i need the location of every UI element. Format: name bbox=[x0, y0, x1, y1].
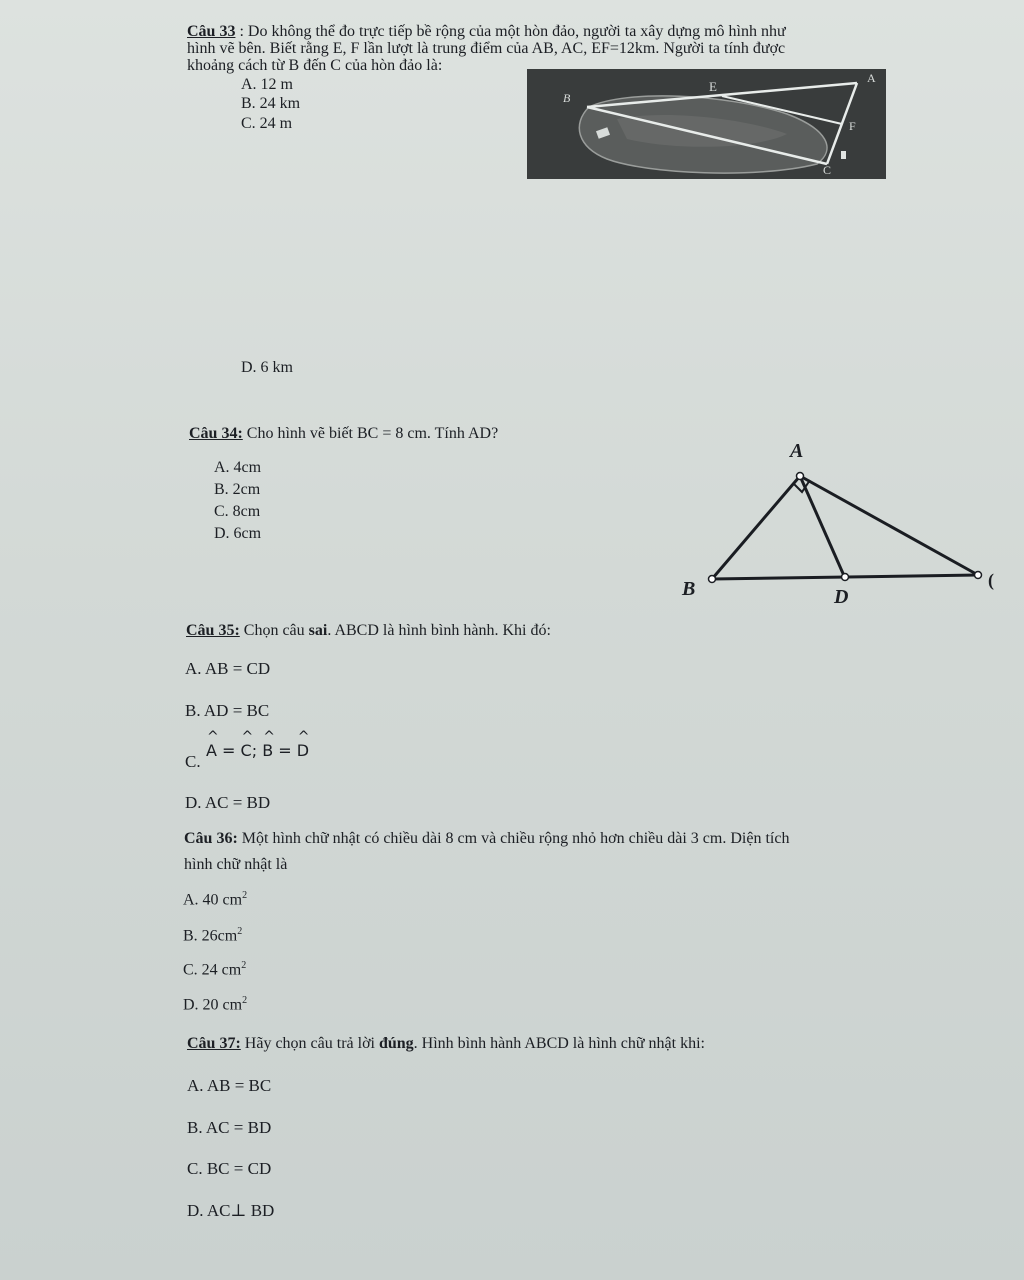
q35-text: Câu 35: Chọn câu sai. ABCD là hình bình hành. Khi đó: bbox=[186, 622, 551, 639]
q37-text: Câu 37: Hãy chọn câu trả lời đúng. Hình bình hành ABCD là hình chữ nhật khi: bbox=[187, 1035, 705, 1052]
q34-option-b: B. 2cm bbox=[214, 481, 261, 498]
q37-option-c: C. BC = CD bbox=[187, 1159, 272, 1178]
figure-label-f: F bbox=[849, 119, 856, 133]
figure-label-b: B bbox=[563, 91, 571, 105]
q37-option-d: D. AC⊥ BD bbox=[187, 1201, 275, 1220]
q35-option-c-letter: C. bbox=[185, 752, 201, 771]
figure-label-d: D bbox=[834, 586, 849, 608]
right-triangle-figure bbox=[682, 440, 1010, 615]
q35-title: Câu 35: bbox=[186, 622, 240, 639]
q33-option-a: A. 12 m bbox=[241, 76, 293, 93]
q33-line3: khoảng cách từ B đến C của hòn đảo là: bbox=[187, 57, 443, 74]
q34-option-a: A. 4cm bbox=[214, 459, 262, 476]
figure-label-e: E bbox=[709, 79, 717, 94]
q36-option-d: D. 20 $cm^2$ bbox=[183, 995, 248, 1014]
q33-line2: hình vẽ bên. Biết rằng E, F lần lượt là trung điểm của AB, AC, EF=12km. Người ta tính được bbox=[187, 40, 786, 57]
q37-title: Câu 37: bbox=[187, 1035, 241, 1052]
figure-label-b: B bbox=[682, 578, 696, 600]
q35-option-a: A. AB = CD bbox=[185, 659, 271, 678]
figure-label-a: A bbox=[867, 71, 876, 85]
q37-option-a: A. AB = BC bbox=[187, 1076, 272, 1095]
q36-line1: Câu 36: Một hình chữ nhật có chiều dài 8 cm và chiều rộng nhỏ hơn chiều dài 3 cm. Diện tích bbox=[184, 830, 790, 847]
q33-option-d: D. 6 km bbox=[241, 359, 293, 376]
figure-label-a: A bbox=[790, 440, 804, 462]
q34-title: Câu 34: bbox=[189, 425, 243, 442]
q34-option-d: D. 6cm bbox=[214, 525, 262, 542]
q36-title: Câu 36: bbox=[184, 830, 238, 847]
island-figure bbox=[527, 69, 886, 179]
q36-option-a: A. 40 $cm^2$ bbox=[183, 890, 248, 909]
q34-option-c: C. 8cm bbox=[214, 503, 261, 520]
figure-label-c: C bbox=[823, 163, 832, 177]
figure-label-c: ( bbox=[988, 570, 994, 590]
q36-option-b: B. $26cm^2$ bbox=[183, 926, 243, 945]
q37-option-b: B. AC = BD bbox=[187, 1118, 272, 1137]
q34-text: Câu 34: Cho hình vẽ biết BC = 8 cm. Tính AD? bbox=[189, 425, 499, 442]
q33-title: Câu 33 bbox=[187, 23, 236, 40]
q35-option-c-math: ^ A = ^ C; ^ B = ^ D bbox=[206, 741, 309, 760]
q33-option-b: B. 24 km bbox=[241, 95, 301, 112]
q33-option-c: C. 24 m bbox=[241, 115, 293, 132]
q35-option-b: B. AD = BC bbox=[185, 701, 270, 720]
q35-option-d: D. AC = BD bbox=[185, 793, 271, 812]
q36-option-c: C. 24 $cm^2$ bbox=[183, 960, 247, 979]
q36-line2: hình chữ nhật là bbox=[184, 856, 288, 873]
q33-line1: Câu 33 : Do không thể đo trực tiếp bề rộng của một hòn đảo, người ta xây dựng mô hình như bbox=[187, 23, 786, 40]
